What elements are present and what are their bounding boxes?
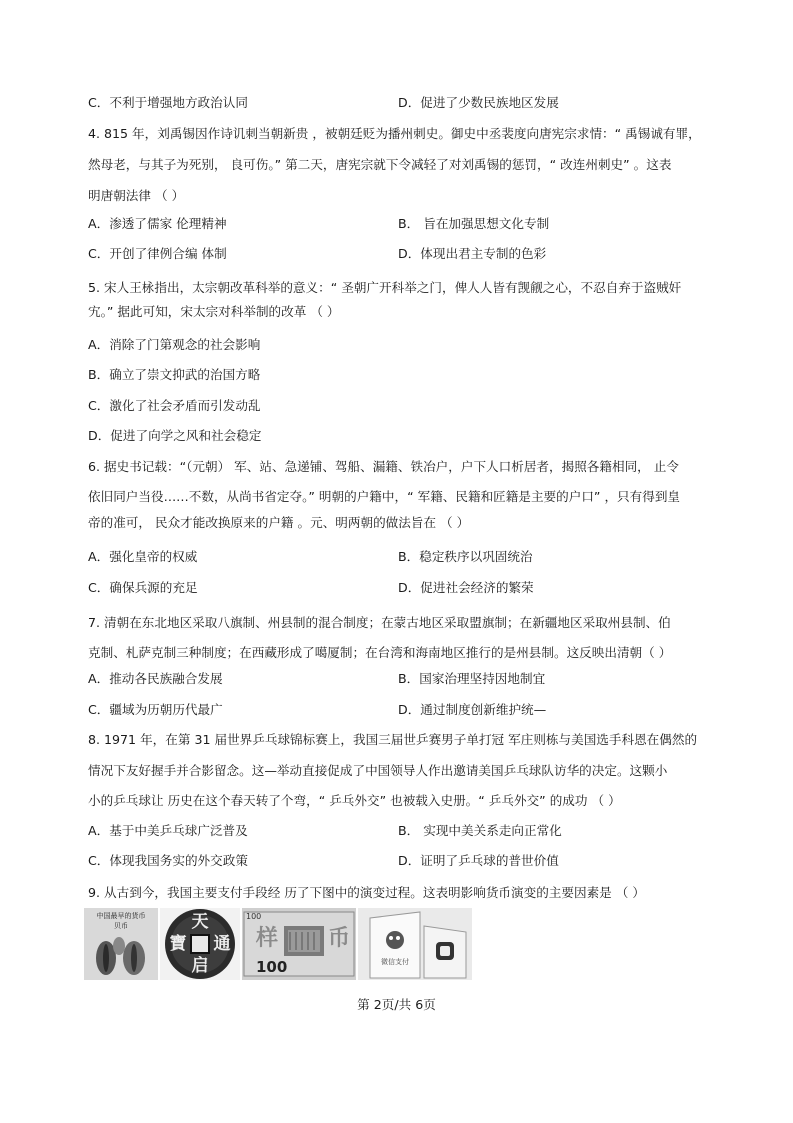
- coin-char-right: 通: [213, 934, 231, 954]
- q3-option-d: D．促进了少数民族地区发展: [398, 95, 559, 110]
- q4-stem-line3: 明唐朝法律 （ ）: [88, 188, 185, 203]
- ancient-coin-image: [160, 908, 240, 980]
- q4-stem-line1: 4. 815 年，刘禹锡因作诗讥刺当朝新贵 ，被朝廷贬为播州刺史。御史中丞裴度向唐宪宗求情：“ 禹锡诚有罪，: [88, 126, 701, 141]
- shell-money-image: [84, 908, 158, 980]
- banknote-value: 100: [256, 958, 288, 976]
- q6-option-b: B．稳定秩序以巩固统治: [398, 549, 533, 564]
- q4-stem-line2: 然母老，与其子为死别， 良可伤。” 第二天，唐宪宗就下令减轻了对刘禹锡的惩罚，“ 改连州刺史” 。这表: [88, 157, 672, 172]
- q8-option-c: C．体现我国务实的外交政策: [88, 853, 248, 868]
- q8-stem-line2: 情况下友好握手并合影留念。这—举动直接促成了中国领导人作出邀请美国乒乓球队访华的决定。这颗小: [88, 763, 668, 778]
- banknote-image: [242, 908, 356, 980]
- q6-stem-line1: 6. 据史书记载：“（元朝） 军、站、急递铺、驾船、漏籍、铁冶户，户下人口析居者，揭照各籍相同， 止令: [88, 459, 679, 474]
- q6-stem-line2: 依旧同户当役……不数，从尚书省定夺。” 明朝的户籍中，“ 军籍、民籍和匠籍是主要的户口” ，只有得到皇: [88, 489, 681, 504]
- shell-caption-line2: 贝币: [114, 922, 128, 930]
- q8-option-a: A．基于中美乒乓球广泛普及: [88, 823, 248, 838]
- coin-char-left: 寶: [169, 934, 187, 954]
- banknote-small-value: 100: [246, 912, 262, 921]
- q5-option-c: C．激化了社会矛盾而引发动乱: [88, 398, 261, 413]
- page-number: 第 2页/共 6页: [357, 997, 436, 1012]
- coin-char-bottom: 启: [191, 956, 209, 976]
- q6-stem-line3: 帝的准可， 民众才能改换原来的户籍 。元、明两朝的做法旨在 （ ）: [88, 515, 470, 530]
- q5-stem-line2: 宄。” 据此可知，宋太宗对科举制的改革 （ ）: [88, 304, 340, 319]
- q8-option-b: B． 实现中美关系走向正常化: [398, 823, 562, 838]
- q7-stem-line2: 克制、札萨克制三种制度；在西藏形成了噶厦制；在台湾和海南地区推行的是州县制。这反映出清朝（ ）: [88, 645, 672, 660]
- q4-option-c: C．开创了律例合编 体制: [88, 246, 227, 261]
- q3-option-c: C．不利于增强地方政治认同: [88, 95, 248, 110]
- shell-caption-line1: 中国最早的货币: [96, 912, 146, 920]
- q4-option-d: D．体现出君主专制的色彩: [398, 246, 547, 261]
- banknote-watermark-right: 币: [328, 926, 351, 951]
- coin-char-top: 天: [191, 912, 209, 932]
- shells-icon: [84, 908, 158, 980]
- q7-option-c: C．疆域为历朝历代最广: [88, 702, 223, 717]
- q8-stem-line1: 8. 1971 年，在第 31 届世界乒乓球锦标赛上，我国三届世乒赛男子单打冠 军庄则栋与美国选手科恩在偶然的: [88, 732, 698, 747]
- q6-option-a: A．强化皇帝的权威: [88, 549, 198, 564]
- q4-option-a: A．渗透了儒家 伦理精神: [88, 216, 227, 231]
- q8-option-d: D．证明了乒乓球的普世价值: [398, 853, 559, 868]
- q5-option-d: D．促进了向学之风和社会稳定: [88, 428, 262, 443]
- q7-stem-line1: 7. 清朝在东北地区采取八旗制、州县制的混合制度；在蒙古地区采取盟旗制；在新疆地区采取州县制、伯: [88, 615, 671, 630]
- q5-stem-line1: 5. 宋人王栐指出，太宗朝改革科举的意义：“ 圣朝广开科举之门，俾人人皆有觊觎之心，不忍自弃于盗贼奸: [88, 280, 682, 295]
- wechat-pay-label: 微信支付: [381, 958, 409, 966]
- banknote-watermark-left: 样: [256, 926, 279, 951]
- payment-stand-icon: [358, 908, 472, 980]
- q6-option-d: D．促进社会经济的繁荣: [398, 580, 534, 595]
- mobile-payment-image: [358, 908, 472, 980]
- q6-option-c: C．确保兵源的充足: [88, 580, 198, 595]
- currency-evolution-images: [84, 908, 472, 980]
- q4-option-b: B． 旨在加强思想文化专制: [398, 216, 550, 231]
- q9-stem-line1: 9. 从古到今，我国主要支付手段经 历了下图中的演变过程。这表明影响货币演变的主要因素是 （ ）: [88, 885, 645, 900]
- q7-option-b: B．国家治理坚持因地制宜: [398, 671, 546, 686]
- q7-option-d: D．通过制度创新维护统—: [398, 702, 547, 717]
- q5-option-a: A．消除了门第观念的社会影响: [88, 337, 261, 352]
- q7-option-a: A．推动各民族融合发展: [88, 671, 223, 686]
- q8-stem-line3: 小的乒乓球让 历史在这个春天转了个弯，“ 乒乓外交” 也被载入史册。“ 乒乓外交” 的成功 （ ）: [88, 793, 621, 808]
- q5-option-b: B．确立了崇文抑武的治国方略: [88, 367, 261, 382]
